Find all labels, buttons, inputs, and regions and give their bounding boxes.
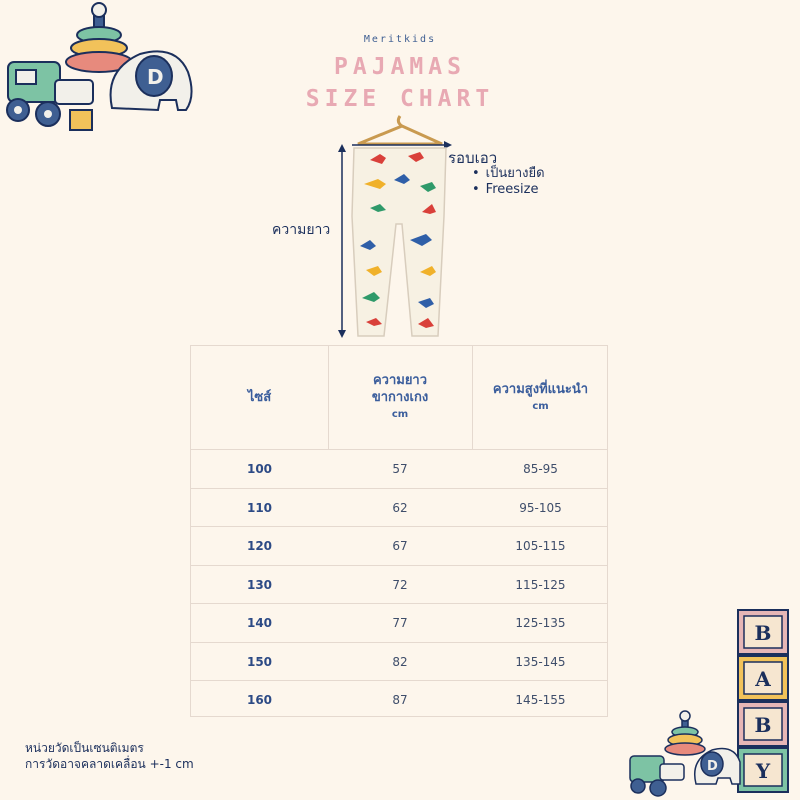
- page-title-line-1: PAJAMAS: [334, 54, 466, 80]
- header-length: ความยาว ขากางเกง cm: [371, 373, 429, 420]
- size-cell: 140: [246, 616, 273, 630]
- toys-illustration-bottom-right: [620, 600, 800, 800]
- table-row: [191, 450, 607, 488]
- waist-note-item: • Freesize: [472, 182, 545, 198]
- pants-illustration: [330, 112, 460, 344]
- waist-notes: [472, 166, 545, 198]
- note-tolerance: การวัดอาจคลาดเคลื่อน +-1 cm: [25, 757, 194, 771]
- header-height: ความสูงที่แนะนำ cm: [492, 381, 589, 412]
- table-header: [191, 346, 607, 450]
- size-cell: 150: [246, 655, 273, 669]
- length-cell: 62: [392, 501, 408, 515]
- table-row: [191, 526, 607, 565]
- height-cell: 105-115: [515, 539, 566, 553]
- table-row: [191, 642, 607, 681]
- length-label: ความยาว: [272, 222, 331, 238]
- table-row: [191, 565, 607, 604]
- brand-name: Meritkids: [363, 34, 437, 45]
- block-letter: Y: [755, 759, 771, 783]
- length-cell: 77: [392, 616, 408, 630]
- length-cell: 82: [392, 655, 408, 669]
- length-cell: 67: [392, 539, 408, 553]
- table-row: [191, 488, 607, 527]
- measurement-notes: [25, 740, 194, 772]
- size-table: [190, 345, 608, 717]
- height-cell: 95-105: [519, 501, 562, 515]
- size-cell: 130: [246, 578, 273, 592]
- height-cell: 125-135: [515, 616, 566, 630]
- waist-label: รอบเอว: [448, 149, 498, 167]
- header-size: ไซส์: [247, 390, 272, 405]
- size-cell: 160: [246, 693, 273, 707]
- page-title-line-2: SIZE CHART: [305, 86, 495, 112]
- waist-note-item: • เป็นยางยืด: [472, 166, 545, 182]
- block-letter: B: [754, 621, 772, 645]
- height-cell: 85-95: [523, 462, 558, 476]
- size-cell: 110: [246, 501, 273, 515]
- size-cell: 120: [246, 539, 273, 553]
- length-cell: 57: [392, 462, 408, 476]
- note-unit: หน่วยวัดเป็นเซนติเมตร: [25, 741, 144, 755]
- length-cell: 72: [392, 578, 408, 592]
- block-letter: A: [755, 667, 771, 691]
- baby-blocks: [738, 610, 788, 792]
- length-cell: 87: [392, 693, 408, 707]
- table-row: [191, 680, 607, 719]
- block-letter: B: [754, 713, 772, 737]
- height-cell: 115-125: [515, 578, 566, 592]
- height-cell: 145-155: [515, 693, 566, 707]
- size-cell: 100: [246, 462, 273, 476]
- height-cell: 135-145: [515, 655, 566, 669]
- table-row: [191, 603, 607, 642]
- toy-letter-top: D: [147, 65, 164, 89]
- toy-letter-bottom: D: [707, 759, 718, 774]
